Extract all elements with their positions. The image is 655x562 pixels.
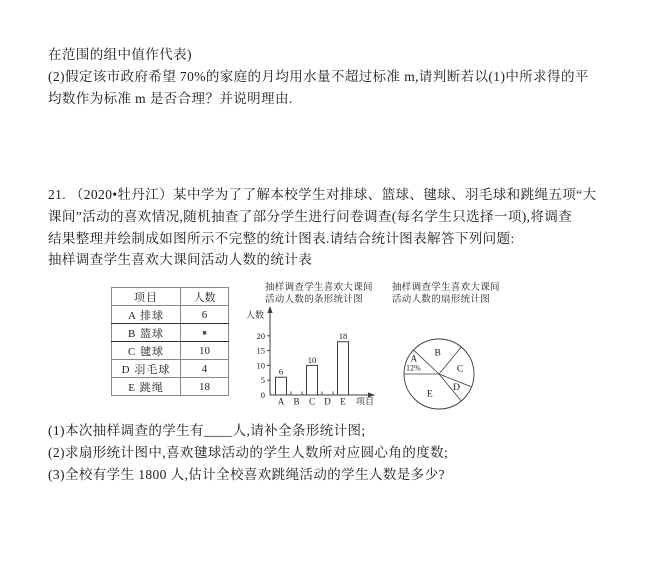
question-line: (3)全校有学生 1800 人,估计全校喜欢跳绳活动的学生人数是多少? <box>48 466 445 482</box>
category-label: E <box>340 396 346 407</box>
table-cell-count: 6 <box>181 306 229 324</box>
slice-label: B <box>434 348 441 359</box>
table-cell-item: D 羽毛球 <box>112 360 181 378</box>
text-line: 结果整理并绘制成如图所示不完整的统计图表.请结合统计图表解答下列问题: <box>48 230 515 246</box>
problem-21-paragraph <box>48 184 596 271</box>
pie-chart-canvas <box>390 305 530 415</box>
text-line: 课间”活动的喜欢情况,随机抽查了部分学生进行问卷调查(每名学生只选择一项),将调查 <box>48 208 573 224</box>
bar-value-label: 18 <box>338 331 348 342</box>
table-cell-count: 10 <box>181 342 229 360</box>
bar-chart-title-line: 抽样调查学生喜欢大课间 <box>265 283 373 293</box>
category-label: D <box>324 396 331 407</box>
table-cell-item: A 排球 <box>112 306 181 324</box>
slice-label: C <box>456 364 464 375</box>
pie-chart-title-line: 活动人数的扇形统计图 <box>392 295 491 305</box>
question-line: (1)本次抽样调查的学生有____人,请补全条形统计图; <box>48 423 366 438</box>
table-header-row <box>112 288 229 306</box>
x-axis-label: 项目 <box>355 396 374 407</box>
question-line: (2)求扇形统计图中,喜欢毽球活动的学生人数所对应圆心角的度数; <box>48 444 449 460</box>
table-row <box>112 342 229 360</box>
y-tick-label: 20 <box>256 330 265 341</box>
y-axis-arrow-icon <box>267 306 272 313</box>
slice-label: A <box>410 353 418 364</box>
slice-label: D <box>453 382 460 393</box>
slice-percent-label: 12% <box>406 363 421 373</box>
table-header-item: 项目 <box>112 288 181 306</box>
y-tick-label: 0 <box>260 390 265 400</box>
text-line: 在范围的组中值作代表) <box>48 47 192 62</box>
table-cell-count: ■ <box>181 324 229 342</box>
table-cell-item: E 跳绳 <box>112 378 181 396</box>
survey-table-body <box>112 288 229 396</box>
bar-value-label: 6 <box>278 366 284 377</box>
table-row <box>112 306 229 324</box>
table-cell-item: B 篮球 <box>112 324 181 342</box>
table-row <box>112 360 229 378</box>
pie-chart-title-line: 抽样调查学生喜欢大课间 <box>392 283 500 293</box>
bar <box>276 377 287 395</box>
table-row <box>112 378 229 396</box>
y-tick-label: 15 <box>256 345 265 356</box>
text-line: 均数作为标准 m 是否合理？并说明理由. <box>48 90 293 106</box>
bar-chart-canvas <box>246 305 386 415</box>
category-label: B <box>293 396 300 407</box>
category-label: A <box>277 396 285 407</box>
y-axis-label: 人数 <box>246 310 265 320</box>
bar-value-label: 10 <box>307 354 317 365</box>
pie-chart-title <box>392 282 500 306</box>
y-tick-label: 10 <box>256 360 265 371</box>
text-line: 21. （2020•牡丹江）某中学为了了解本校学生对排球、篮球、毽球、羽毛球和跳绳五项“大 <box>48 187 597 202</box>
questions-paragraph <box>48 420 448 485</box>
bar <box>338 342 349 395</box>
table-cell-item: C 毽球 <box>112 342 181 360</box>
table-cell-count: 18 <box>181 378 229 396</box>
table-cell-count: 4 <box>181 360 229 378</box>
intro-paragraph <box>48 44 589 109</box>
survey-table <box>111 287 229 396</box>
bar <box>307 365 318 395</box>
bar-chart-title <box>265 282 373 306</box>
slice-label: E <box>426 389 433 400</box>
table-caption: 抽样调查学生喜欢大课间活动人数的统计表 <box>48 252 313 268</box>
category-label: C <box>308 396 316 407</box>
text-line: (2)假定该市政府希望 70%的家庭的月均用水量不超过标准 m,请判断若以(1)中所求得的平 <box>48 68 589 84</box>
y-tick-label: 5 <box>260 375 265 386</box>
table-header-count: 人数 <box>181 288 229 306</box>
bar-chart-title-line: 活动人数的条形统计图 <box>265 295 364 305</box>
table-row <box>112 324 229 342</box>
